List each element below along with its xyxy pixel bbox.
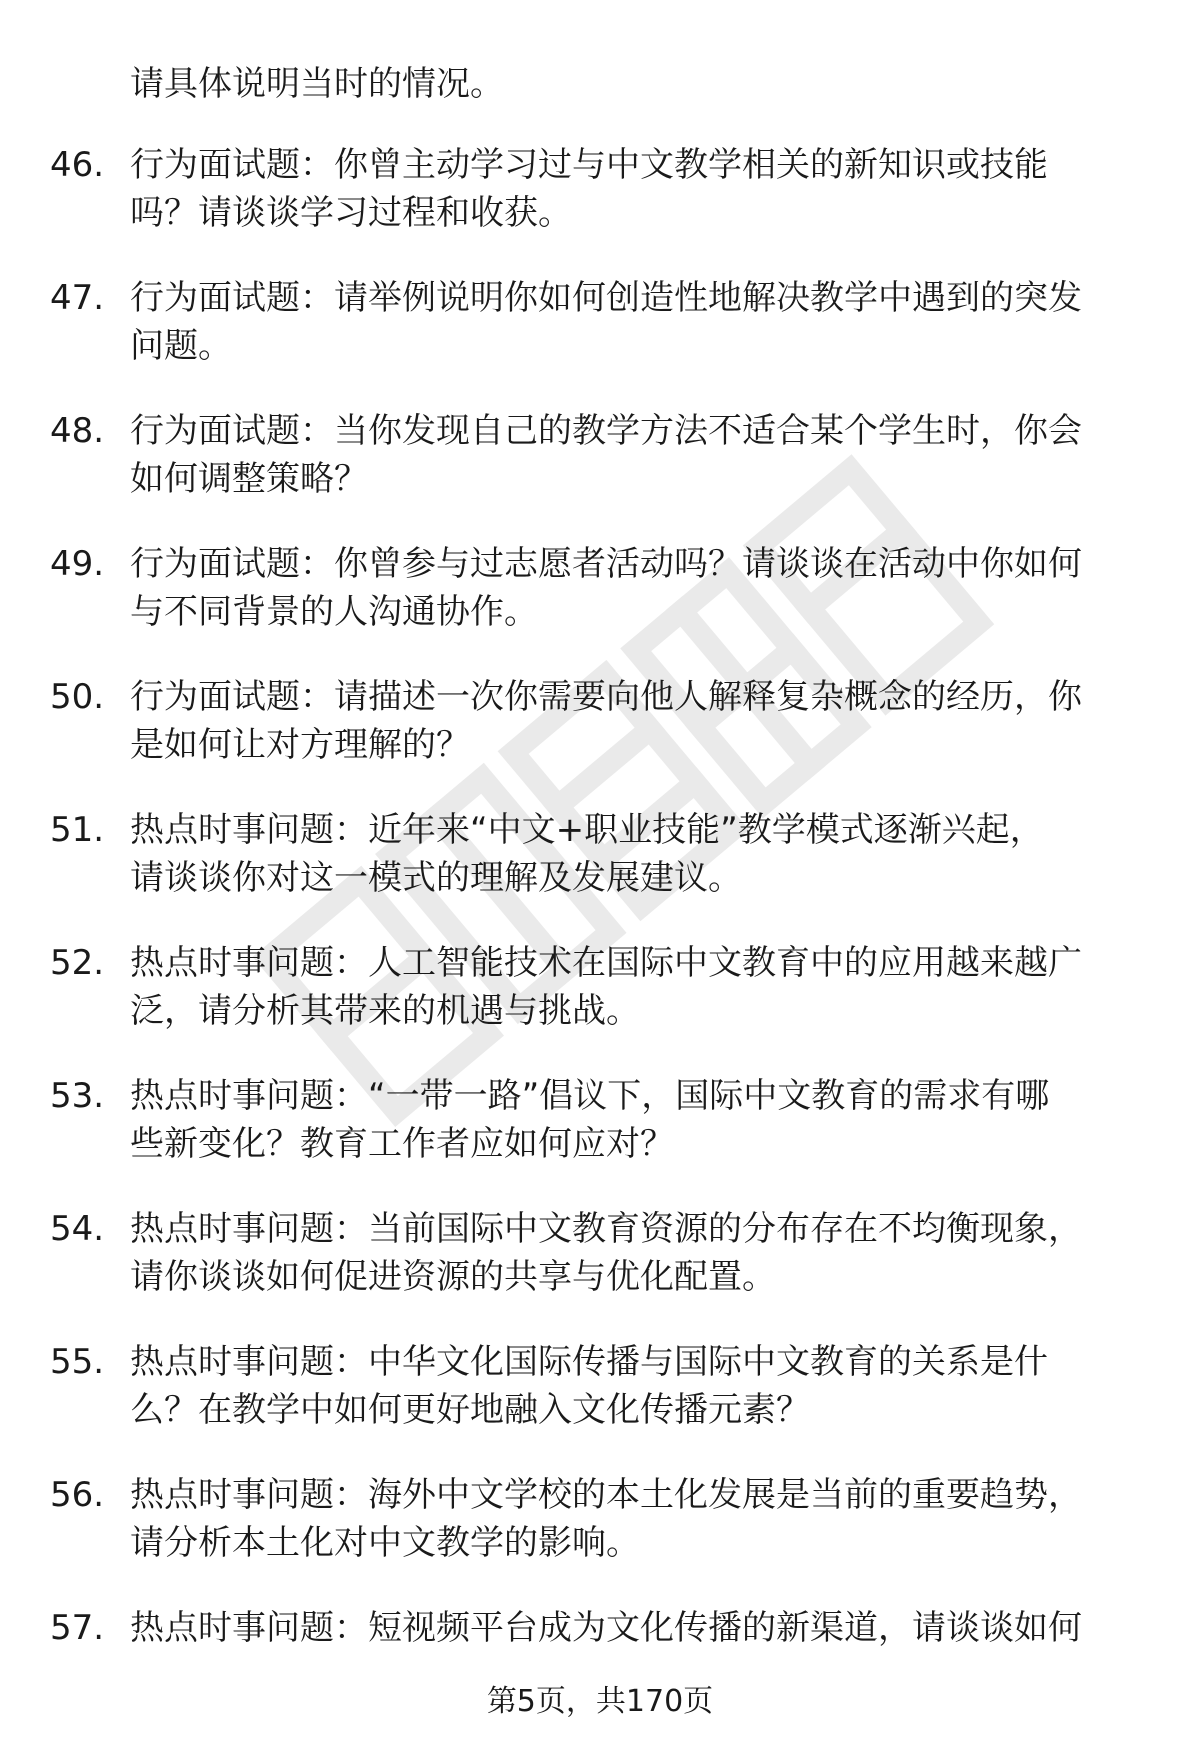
question-text: [130, 274, 1150, 370]
question-line: 是如何让对方理解的？: [130, 725, 470, 765]
question-line: 如何调整策略？: [130, 459, 368, 499]
question-number: 49.: [50, 544, 105, 584]
question-line: 么？在教学中如何更好地融入文化传播元素？: [130, 1390, 810, 1430]
list-item: [0, 1471, 1200, 1604]
question-line: 请谈谈你对这一模式的理解及发展建议。: [130, 858, 742, 898]
question-line: 行为面试题：你曾参与过志愿者活动吗？请谈谈在活动中你如何: [130, 544, 1082, 584]
continuation-text: 请具体说明当时的情况。: [130, 64, 504, 104]
question-line: 热点时事问题：“一带一路”倡议下，国际中文教育的需求有哪: [130, 1076, 1050, 1116]
question-number: 53.: [50, 1076, 105, 1116]
question-line: 问题。: [130, 326, 232, 366]
question-number: 47.: [50, 278, 105, 318]
question-text: [130, 1072, 1150, 1168]
list-item: [0, 939, 1200, 1072]
question-text: [130, 806, 1150, 902]
question-line: 热点时事问题：中华文化国际传播与国际中文教育的关系是什: [130, 1342, 1048, 1382]
list-item: [0, 540, 1200, 673]
question-line: 吗？请谈谈学习过程和收获。: [130, 193, 572, 233]
question-number: 57.: [50, 1608, 105, 1648]
question-line: 行为面试题：请举例说明你如何创造性地解决教学中遇到的突发: [130, 278, 1082, 318]
question-text: [130, 1338, 1150, 1434]
question-text: [130, 1205, 1150, 1301]
question-text: [130, 141, 1150, 237]
question-text: [130, 1604, 1150, 1652]
question-line: 热点时事问题：短视频平台成为文化传播的新渠道，请谈谈如何: [130, 1608, 1082, 1648]
question-number: 48.: [50, 411, 105, 451]
question-line: 行为面试题：请描述一次你需要向他人解释复杂概念的经历，你: [130, 677, 1082, 717]
page-footer: 第5页，共170页: [486, 1684, 714, 1719]
list-item: [0, 1072, 1200, 1205]
question-number: 46.: [50, 145, 105, 185]
question-text: [130, 1471, 1150, 1567]
list-item: [0, 407, 1200, 540]
question-line: 泛，请分析其带来的机遇与挑战。: [130, 991, 640, 1031]
question-line: 热点时事问题：人工智能技术在国际中文教育中的应用越来越广: [130, 943, 1082, 983]
list-item: [0, 806, 1200, 939]
question-line: 热点时事问题：当前国际中文教育资源的分布存在不均衡现象，: [130, 1209, 1082, 1249]
question-line: 与不同背景的人沟通协作。: [130, 592, 538, 632]
question-line: 行为面试题：当你发现自己的教学方法不适合某个学生时，你会: [130, 411, 1082, 451]
question-line: 请你谈谈如何促进资源的共享与优化配置。: [130, 1257, 776, 1297]
list-item: [0, 673, 1200, 806]
question-line: 些新变化？教育工作者应如何应对？: [130, 1124, 674, 1164]
question-number: 54.: [50, 1209, 105, 1249]
list-item: [0, 1205, 1200, 1338]
question-text: [130, 673, 1150, 769]
list-item: [0, 274, 1200, 407]
question-list: [0, 141, 1200, 1737]
question-number: 51.: [50, 810, 105, 850]
question-line: 行为面试题：你曾主动学习过与中文教学相关的新知识或技能: [130, 145, 1048, 185]
list-item: [0, 141, 1200, 274]
question-text: [130, 540, 1150, 636]
list-item: [0, 1338, 1200, 1471]
question-number: 56.: [50, 1475, 105, 1515]
question-text: [130, 939, 1150, 1035]
question-number: 52.: [50, 943, 105, 983]
question-line: 热点时事问题：海外中文学校的本土化发展是当前的重要趋势，: [130, 1475, 1082, 1515]
question-number: 50.: [50, 677, 105, 717]
question-number: 55.: [50, 1342, 105, 1382]
question-line: 热点时事问题：近年来“中文+职业技能”教学模式逐渐兴起，: [130, 810, 1044, 850]
question-line: 请分析本土化对中文教学的影响。: [130, 1523, 640, 1563]
question-text: [130, 407, 1150, 503]
